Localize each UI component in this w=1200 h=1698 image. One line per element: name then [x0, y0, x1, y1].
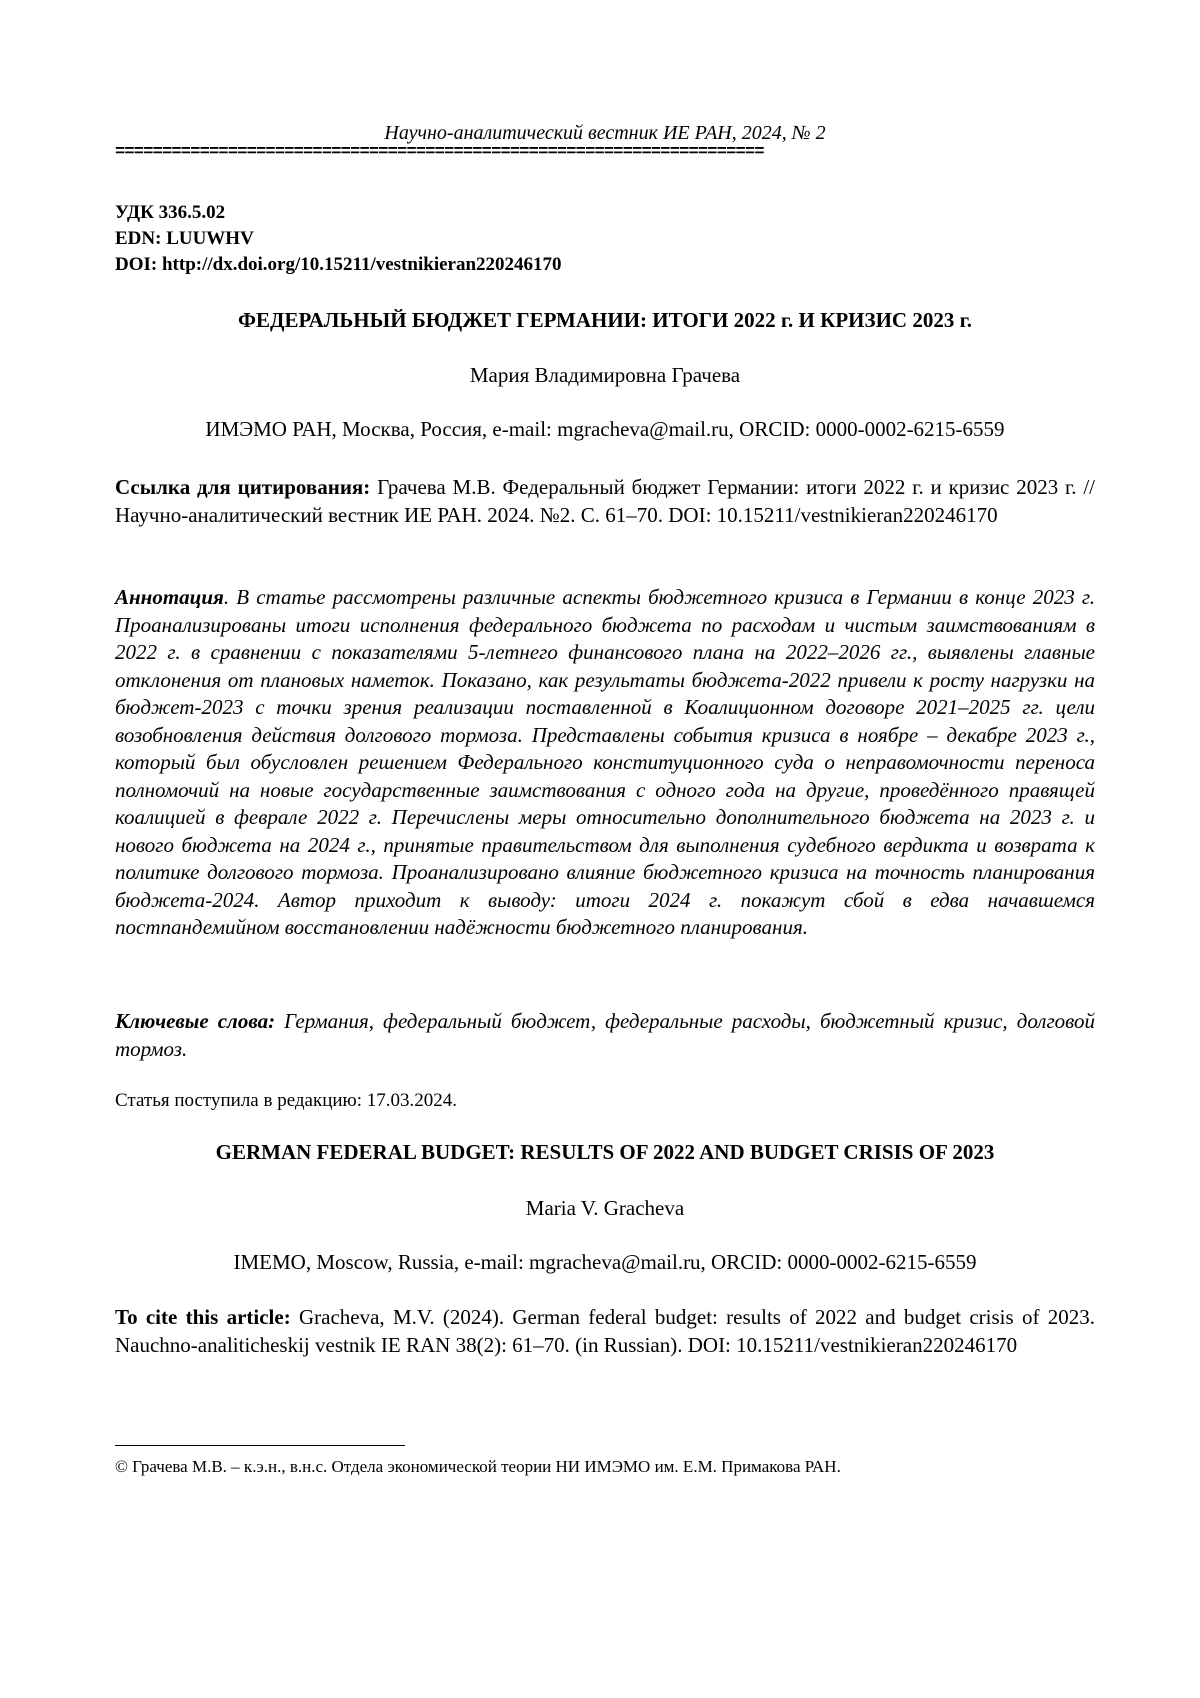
- author-name-en: Maria V. Gracheva: [525, 1196, 685, 1220]
- keywords-ru: [115, 1008, 1095, 1063]
- citation-label-ru: Ссылка для цитирования:: [115, 475, 371, 499]
- article-metadata: [115, 200, 562, 278]
- author-name-ru: Мария Владимировна Грачева: [469, 363, 741, 387]
- abstract-label: Аннотация: [115, 585, 224, 609]
- received-date: Статья поступила в редакцию: 17.03.2024.: [115, 1090, 458, 1111]
- doi-link[interactable]: DOI: http://dx.doi.org/10.15211/vestnikieran220246170: [115, 254, 562, 275]
- citation-ru: [115, 473, 1095, 529]
- footnote: © Грачева М.В. – к.э.н., в.н.с. Отдела экономической теории НИ ИМЭМО им. Е.М. Примакова РАН.: [115, 1457, 841, 1476]
- affiliation-ru: ИМЭМО РАН, Москва, Россия, e-mail: mgracheva@mail.ru, ORCID: 0000-0002-6215-6559: [205, 417, 1005, 441]
- article-title-ru: ФЕДЕРАЛЬНЫЙ БЮДЖЕТ ГЕРМАНИИ: ИТОГИ 2022 г. И КРИЗИС 2023 г.: [237, 308, 973, 332]
- keywords-text: Германия, федеральный бюджет, федеральные расходы, бюджетный кризис, долговой тормоз.: [115, 1009, 1095, 1061]
- keywords-label: Ключевые слова:: [115, 1009, 276, 1033]
- article-title-en: GERMAN FEDERAL BUDGET: RESULTS OF 2022 AND BUDGET CRISIS OF 2023: [215, 1140, 995, 1164]
- affiliation-en: IMEMO, Moscow, Russia, e-mail: mgracheva@mail.ru, ORCID: 0000-0002-6215-6559: [233, 1250, 977, 1274]
- abstract-text: . В статье рассмотрены различные аспекты бюджетного кризиса в Германии в конце 2023 г. Проанализированы итоги исполнения федерального бюджета по расходам и чистым заимствованиям в 2022 г. в сравнении с показателями 5-летнего финансового плана на 2022–2026 гг., выявлены главные отклонения от плановых наметок. Показано, как результаты бюджета-2022 привели к росту нагрузки на бюджет-2023 с точки зрения реализации поставленной в Коалиционном договоре 2021–2025 гг. цели возобновления действия долгового тормоза. Представлены события кризиса в ноябре – декабре 2023 г., который был обусловлен решением Федерального конституционного суда о неправомочности переноса полномочий на новые государственные заимствования с одного года на другие, проведённого правящей коалицией в феврале 2022 г. Перечислены меры относительно дополнительного бюджета на 2023 г. и нового бюджета на 2024 г., принятые правительством для выполнения судебного вердикта и возврата к политике долгового тормоза. Проанализировано влияние бюджетного кризиса на точность планирования бюджета-2024. Автор приходит к выводу: итоги 2024 г. покажут сбой в едва начавшемся постпандемийном восстановлении надёжности бюджетного планирования.: [115, 585, 1095, 939]
- running-header: Научно-аналитический вестник ИЕ РАН, 2024, № 2: [384, 122, 826, 144]
- footnote-divider: [115, 1445, 405, 1446]
- citation-text-en: Gracheva, M.V. (2024). German federal budget: results of 2022 and budget crisis of 2023. Nauchno-analiticheskij vestnik IE RAN 38(2): 61–70. (in Russian). DOI: 10.15211/vestnikieran220246170: [115, 1305, 1095, 1357]
- header-rule: =====================================================================: [115, 146, 764, 160]
- citation-label-en: To cite this article:: [115, 1305, 291, 1329]
- udk-code: УДК 336.5.02: [115, 202, 226, 223]
- citation-text-ru: Грачева М.В. Федеральный бюджет Германии: итоги 2022 г. и кризис 2023 г. // Научно-аналитический вестник ИЕ РАН. 2024. №2. С. 61–70. DOI: 10.15211/vestnikieran220246170: [115, 475, 1095, 527]
- edn-code: EDN: LUUWHV: [115, 228, 254, 249]
- abstract-ru: [115, 584, 1095, 942]
- citation-en: [115, 1303, 1095, 1359]
